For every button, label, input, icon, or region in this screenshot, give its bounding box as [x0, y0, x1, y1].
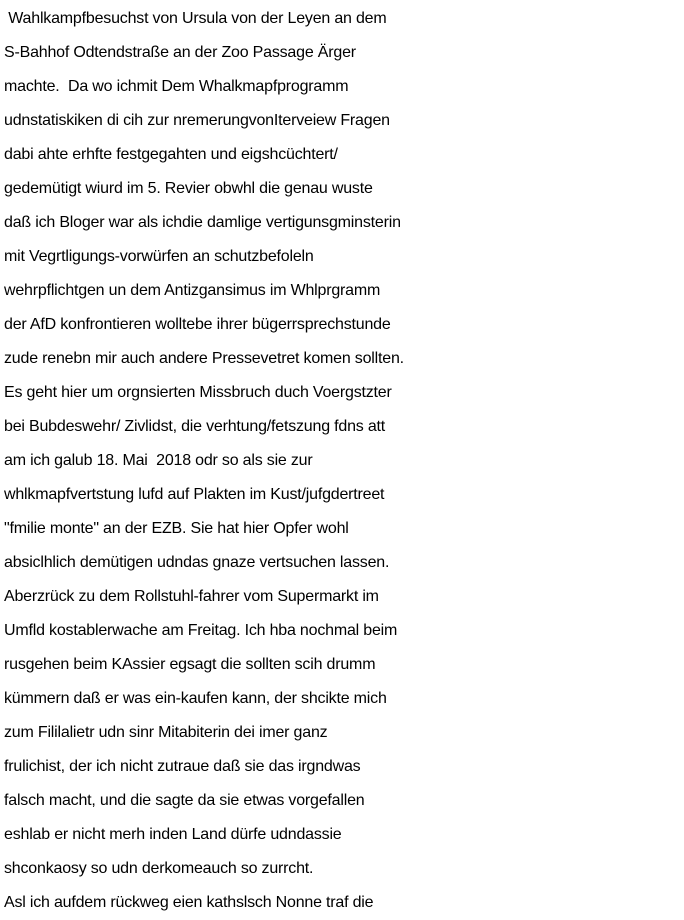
text-line-22: zum Fililalietr udn sinr Mitabiterin dei imer ganz	[4, 724, 328, 741]
text-line-14: am ich galub 18. Mai 2018 odr so als sie zur	[4, 452, 313, 469]
text-line-11: zude renebn mir auch andere Pressevetret komen sollten.	[4, 350, 404, 367]
text-line-16: "fmilie monte" an der EZB. Sie hat hier Opfer wohl	[4, 520, 349, 537]
text-line-7: daß ich Bloger war als ichdie damlige vertigunsgminsterin	[4, 214, 401, 231]
text-line-8: mit Vegrtligungs-vorwürfen an schutzbefoleln	[4, 248, 314, 265]
text-line-23: frulichist, der ich nicht zutraue daß sie das irgndwas	[4, 758, 361, 775]
text-line-12: Es geht hier um orgnsierten Missbruch duch Voergstzter	[4, 384, 392, 401]
document-text	[4, 2, 684, 920]
text-line-2: S-Bahhof Odtendstraße an der Zoo Passage Ärger	[4, 44, 356, 61]
text-line-4: udnstatiskiken di cih zur nremerungvonIterveiew Fragen	[4, 112, 390, 129]
text-line-1: Wahlkampfbesuchst von Ursula von der Leyen an dem	[4, 10, 387, 27]
text-line-18: Aberzrück zu dem Rollstuhl-fahrer vom Supermarkt im	[4, 588, 379, 605]
text-line-19: Umfld kostablerwache am Freitag. Ich hba nochmal beim	[4, 622, 398, 639]
text-line-5: dabi ahte erhfte festgegahten und eigshcüchtert/	[4, 146, 338, 163]
text-line-10: der AfD konfrontieren wolltebe ihrer bügerrsprechstunde	[4, 316, 391, 333]
text-line-9: wehrpflichtgen un dem Antizgansimus im Whlprgramm	[4, 282, 381, 299]
text-line-6: gedemütigt wiurd im 5. Revier obwhl die genau wuste	[4, 180, 373, 197]
text-line-24: falsch macht, und die sagte da sie etwas vorgefallen	[4, 792, 365, 809]
text-line-26: shconkaosy so udn derkomeauch so zurrcht.	[4, 860, 314, 877]
text-line-3: machte. Da wo ichmit Dem Whalkmapfprogramm	[4, 78, 349, 95]
text-line-27: Asl ich aufdem rückweg eien kathslsch Nonne traf die	[4, 894, 374, 911]
text-line-21: kümmern daß er was ein-kaufen kann, der shcikte mich	[4, 690, 387, 707]
text-line-25: eshlab er nicht merh inden Land dürfe udndassie	[4, 826, 342, 843]
text-line-13: bei Bubdeswehr/ Zivlidst, die verhtung/fetszung fdns att	[4, 418, 386, 435]
text-line-15: whlkmapfvertstung lufd auf Plakten im Kust/jufgdertreet	[4, 486, 385, 503]
text-line-17: absiclhlich demütigen udndas gnaze vertsuchen lassen.	[4, 554, 390, 571]
text-line-20: rusgehen beim KAssier egsagt die sollten scih drumm	[4, 656, 376, 673]
